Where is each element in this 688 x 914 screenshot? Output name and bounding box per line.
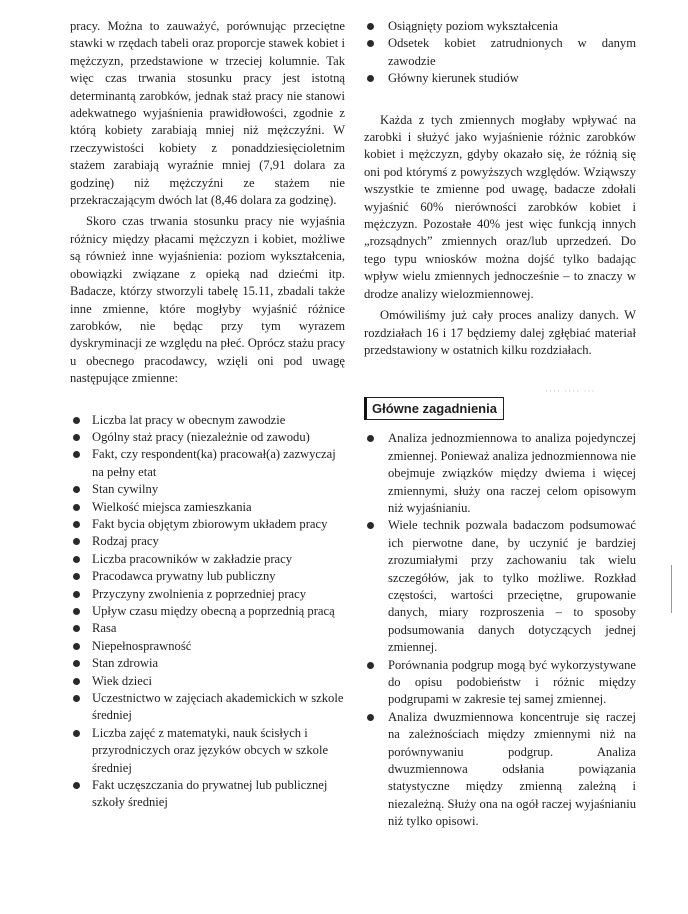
list-item: Porównania podgrup mogą być wykorzystywane do opisu podobieństw i różnic między podgrupami w zakresie tej samej zmiennej.	[364, 657, 636, 709]
faint-bleed-through-text: ···· ···· ···	[545, 386, 596, 396]
list-item: Analiza dwuzmiennowa koncentruje się raczej na zależnościach między zmiennymi niż na porównywaniu podgrup. Analiza dwuzmiennowa odsłania powiązania statystyczne między zmienną zależną i niezależną. Służy ona na ogół raczej wyjaśnianiu niż tylko opisowi.	[364, 709, 636, 831]
paragraph-multivariate: Każda z tych zmiennych mogłaby wpływać na zarobki i służyć jako wyjaśnienie różnic zarobków kobiet i mężczyzn, gdyby okazało się, że różnią się oni pod którymś z powyższych względów. Wziąwszy wszystkie te zmienne pod uwagę, badacze zdołali wyjaśnić 60% nierówności zarobków kobiet i mężczyzn. Pozostałe 40% jest więc funkcją innych „rozsądnych” zmiennych oraz/lub uprzedzeń. Do tego typu wniosków można dojść tylko badając wpływ wielu zmiennych jednocześnie – to znaczy w drodze analizy wielozmiennowej.	[364, 112, 636, 301]
variables-list-continued	[364, 18, 636, 88]
paragraph-next-chapters: Omówiliśmy już cały proces analizy danych. W rozdziałach 16 i 17 będziemy dalej zgłębiać materiał przedstawiony w ostatnich kilku rozdziałach.	[364, 308, 636, 357]
list-item: Liczba lat pracy w obecnym zawodzie	[70, 412, 345, 429]
list-item: Wiele technik pozwala badaczom podsumować ich pierwotne dane, by uczynić je bardziej zrozumiałymi przy zachowaniu tak wielu szczegółów, jak to tylko możliwe. Rozkład częstości, wartości przeciętne, grupowanie danych, miary rozproszenia – to sposoby podsumowania danych dotyczących jednej zmiennej.	[364, 517, 636, 656]
list-item: Osiągnięty poziom wykształcenia	[364, 18, 636, 35]
list-item: Pracodawca prywatny lub publiczny	[70, 568, 345, 585]
right-column	[364, 18, 636, 831]
list-item: Wiek dzieci	[70, 673, 345, 690]
list-item: Niepełnosprawność	[70, 638, 345, 655]
list-item: Stan cywilny	[70, 481, 345, 498]
key-issues-heading	[364, 397, 636, 420]
list-item: Fakt, czy respondent(ka) pracował(a) zazwyczaj na pełny etat	[70, 446, 345, 481]
list-item: Liczba zajęć z matematyki, nauk ścisłych i przyrodniczych oraz języków obcych w szkole średniej	[70, 725, 345, 777]
list-item: Fakt bycia objętym zbiorowym układem pracy	[70, 516, 345, 533]
list-item: Liczba pracowników w zakładzie pracy	[70, 551, 345, 568]
key-issues-list	[364, 430, 636, 830]
list-item: Rodzaj pracy	[70, 533, 345, 550]
paragraph-other-explanations: Skoro czas trwania stosunku pracy nie wyjaśnia różnicy między płacami mężczyzn i kobiet, możliwe są również inne wyjaśnienia: poziom wykształcenia, obowiązki związane z opieką nad dziećmi itp. Badacze, którzy stworzyli tabelę 15.11, zbadali także inne zmienne, które mogłyby wyjaśnić różnice zarobków, nie będąc przy tym wyrazem dyskryminacji ze względu na płeć. Oprócz stażu pracy u obecnego pracodawcy, wzięli oni pod uwagę następujące zmienne:	[70, 214, 345, 386]
list-item: Ogólny staż pracy (niezależnie od zawodu)	[70, 429, 345, 446]
left-column	[70, 18, 345, 812]
list-item: Upływ czasu między obecną a poprzednią pracą	[70, 603, 345, 620]
list-item: Główny kierunek studiów	[364, 70, 636, 87]
variables-list	[70, 412, 345, 812]
key-issues-title: Główne zagadnienia	[364, 397, 504, 420]
list-item: Analiza jednozmiennowa to analiza pojedynczej zmiennej. Ponieważ analiza jednozmiennowa nie obejmuje związków między dwiema i więcej zmiennymi, służy ona raczej celom opisowym niż wyjaśnianiu.	[364, 430, 636, 517]
page-edge-mark	[671, 565, 672, 613]
paragraph-tenure: pracy. Można to zauważyć, porównując przeciętne stawki w rzędach tabeli oraz proporcje stawek kobiet i mężczyzn, przedstawione w trzeciej kolumnie. Tak więc czas trwania stosunku pracy jest istotną determinantą zarobków, jednak staż pracy nie stanowi adekwatnego wyjaśnienia prawidłowości, zgodnie z którą kobiety zarabiają mniej niż mężczyźni. W rzeczywistości kobiety z ponaddziesięcioletnim stażem zarabiają wyraźnie mniej (7,91 dolara za godzinę) niż mężczyźni ze stażem nie przekraczającym dwóch lat (8,46 dolara za godzinę).	[70, 19, 345, 208]
list-item: Odsetek kobiet zatrudnionych w danym zawodzie	[364, 35, 636, 70]
list-item: Rasa	[70, 620, 345, 637]
list-item: Uczestnictwo w zajęciach akademickich w szkole średniej	[70, 690, 345, 725]
list-item: Wielkość miejsca zamieszkania	[70, 499, 345, 516]
list-item: Stan zdrowia	[70, 655, 345, 672]
list-item: Fakt uczęszczania do prywatnej lub publicznej szkoły średniej	[70, 777, 345, 812]
list-item: Przyczyny zwolnienia z poprzedniej pracy	[70, 586, 345, 603]
